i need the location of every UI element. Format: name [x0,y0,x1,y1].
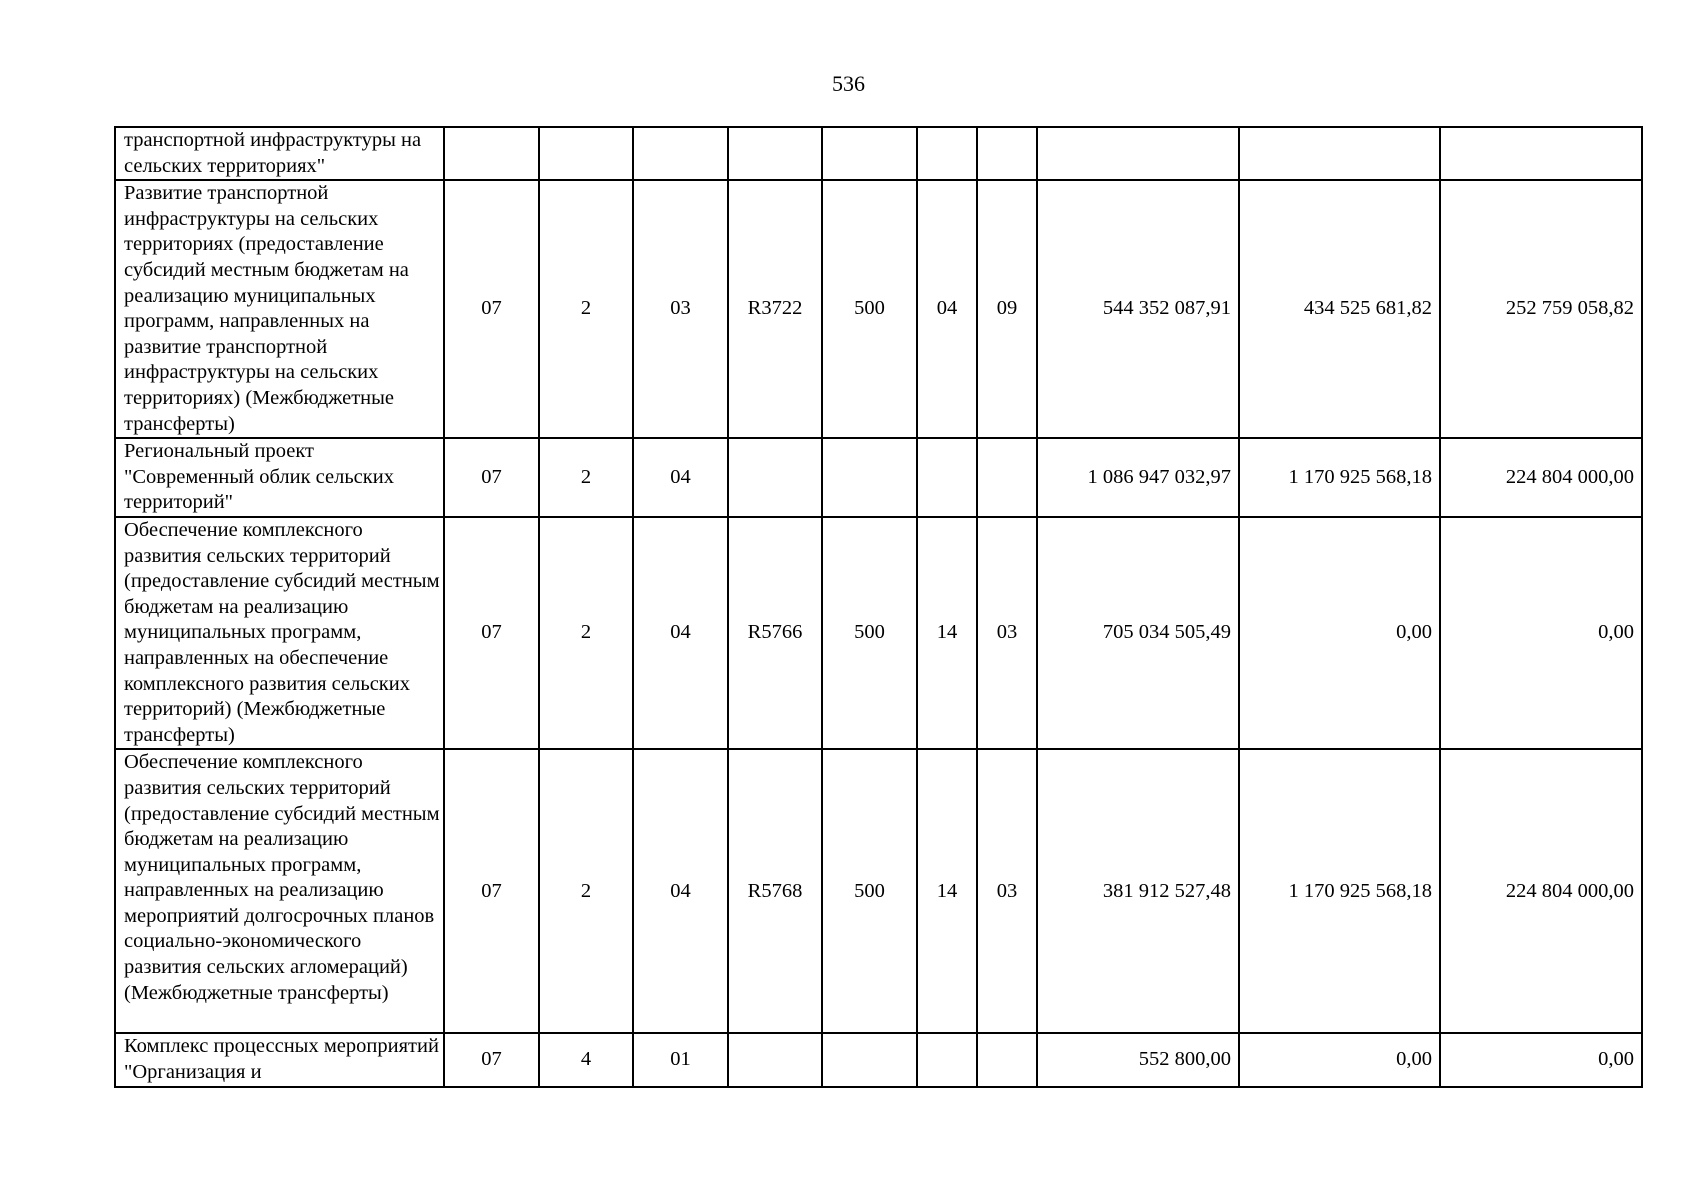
event-code-cell [633,127,728,180]
subprogram-code-cell: 4 [539,1033,633,1086]
amount-2-cell: 1 170 925 568,18 [1239,438,1440,517]
page-number: 536 [832,71,865,96]
section-code-cell: 14 [917,749,977,1033]
amount-1-cell [1037,127,1239,180]
amount-1-cell: 705 034 505,49 [1037,517,1239,749]
amount-1-cell: 544 352 087,91 [1037,180,1239,438]
amount-3-cell: 0,00 [1440,1033,1642,1086]
amount-2-cell: 0,00 [1239,1033,1440,1086]
direction-code-cell [728,127,822,180]
subprogram-code-cell: 2 [539,180,633,438]
event-code-cell: 01 [633,1033,728,1086]
budget-table [114,126,1643,1088]
program-code-cell: 07 [444,1033,539,1086]
direction-code-cell [728,438,822,517]
row-name-cell: Региональный проект "Современный облик сельских территорий" [115,438,444,517]
expense-type-cell: 500 [822,749,917,1033]
row-name-cell: Обеспечение комплексного развития сельских территорий (предоставление субсидий местным бюджетам на реализацию муниципальных программ, направленных на обеспечение комплексного развития сельских территорий) (Межбюджетные трансферты) [115,517,444,749]
section-code-cell [917,127,977,180]
expense-type-cell: 500 [822,517,917,749]
section-code-cell: 14 [917,517,977,749]
program-code-cell: 07 [444,517,539,749]
amount-3-cell: 252 759 058,82 [1440,180,1642,438]
subprogram-code-cell [539,127,633,180]
program-code-cell: 07 [444,438,539,517]
amount-3-cell: 0,00 [1440,517,1642,749]
program-code-cell: 07 [444,749,539,1033]
table-row [115,127,1642,180]
table-row [115,438,1642,517]
subsection-code-cell [977,127,1037,180]
expense-type-cell: 500 [822,180,917,438]
subsection-code-cell: 03 [977,749,1037,1033]
amount-3-cell [1440,127,1642,180]
event-code-cell: 04 [633,749,728,1033]
section-code-cell [917,1033,977,1086]
event-code-cell: 04 [633,517,728,749]
direction-code-cell: R3722 [728,180,822,438]
direction-code-cell [728,1033,822,1086]
program-code-cell [444,127,539,180]
amount-2-cell: 0,00 [1239,517,1440,749]
subsection-code-cell: 03 [977,517,1037,749]
subprogram-code-cell: 2 [539,438,633,517]
amount-2-cell: 434 525 681,82 [1239,180,1440,438]
subsection-code-cell [977,438,1037,517]
row-name-cell: Обеспечение комплексного развития сельских территорий (предоставление субсидий местным бюджетам на реализацию муниципальных программ, направленных на реализацию мероприятий долгосрочных планов социально-экономического развития сельских агломераций) (Межбюджетные трансферты) [115,749,444,1033]
row-name-cell: Развитие транспортной инфраструктуры на сельских территориях (предоставление субсидий местным бюджетам на реализацию муниципальных программ, направленных на развитие транспортной инфраструктуры на сельских территориях) (Межбюджетные трансферты) [115,180,444,438]
event-code-cell: 04 [633,438,728,517]
section-code-cell [917,438,977,517]
event-code-cell: 03 [633,180,728,438]
expense-type-cell [822,127,917,180]
amount-1-cell: 1 086 947 032,97 [1037,438,1239,517]
section-code-cell: 04 [917,180,977,438]
table-row [115,749,1642,1033]
expense-type-cell [822,438,917,517]
amount-2-cell [1239,127,1440,180]
amount-2-cell: 1 170 925 568,18 [1239,749,1440,1033]
amount-1-cell: 552 800,00 [1037,1033,1239,1086]
table-row [115,180,1642,438]
row-name-cell: транспортной инфраструктуры на сельских территориях" [115,127,444,180]
table-row [115,1033,1642,1086]
program-code-cell: 07 [444,180,539,438]
amount-3-cell: 224 804 000,00 [1440,438,1642,517]
row-name-cell: Комплекс процессных мероприятий "Организация и [115,1033,444,1086]
subprogram-code-cell: 2 [539,517,633,749]
direction-code-cell: R5768 [728,749,822,1033]
subsection-code-cell [977,1033,1037,1086]
amount-3-cell: 224 804 000,00 [1440,749,1642,1033]
subsection-code-cell: 09 [977,180,1037,438]
table-row [115,517,1642,749]
direction-code-cell: R5766 [728,517,822,749]
expense-type-cell [822,1033,917,1086]
subprogram-code-cell: 2 [539,749,633,1033]
amount-1-cell: 381 912 527,48 [1037,749,1239,1033]
